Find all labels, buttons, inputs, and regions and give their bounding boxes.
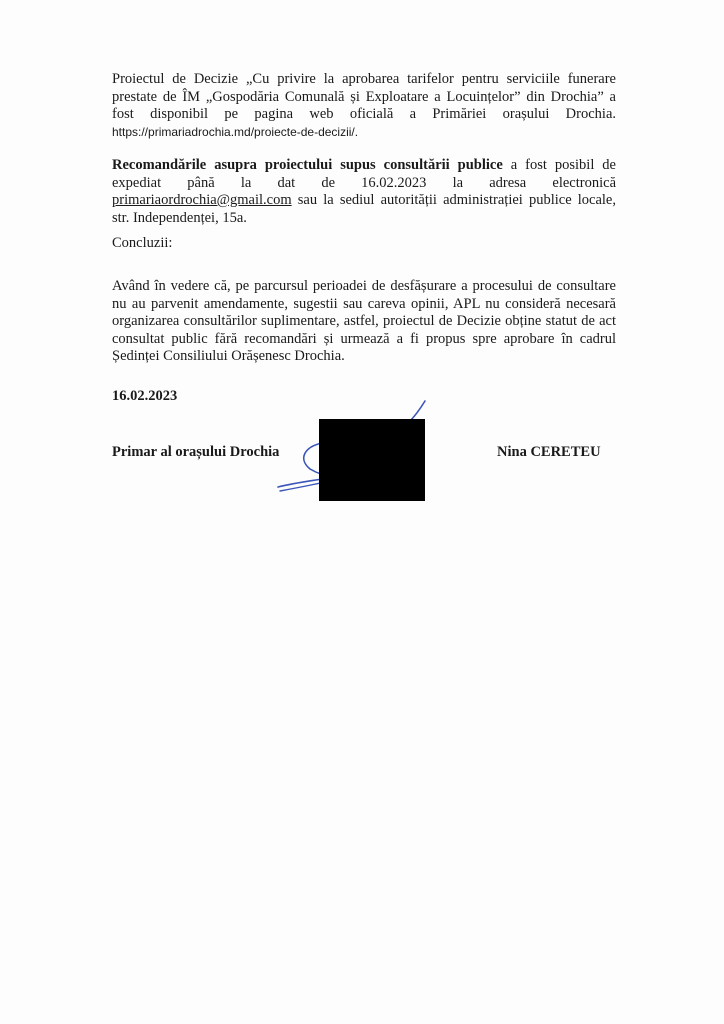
conclusions-heading: Concluzii: (112, 235, 173, 251)
signatory-title: Primar al orașului Drochia (112, 444, 280, 460)
signatory-name: Nina CERETEU (497, 444, 601, 460)
project-url: https://primariadrochia.md/proiecte-de-decizii/. (112, 124, 359, 139)
paragraph-project-availability (112, 71, 616, 141)
redaction-box (319, 419, 425, 501)
paragraph-conclusions: Având în vedere că, pe parcursul perioadei de desfășurare a procesului de consultare nu au parvenit amendamente, sugestii sau careva opinii, APL nu consideră necesară organizarea consultărilor suplimentare, astfel, proiectul de Decizie obține statut de act consultat public fără recomandări și urmează a fi propus spre aprobare în cadrul Ședinței Consiliului Orășenesc Drochia. (112, 278, 616, 364)
recommendations-text: a fost posibil de expediat până la dat de 16.02.2023 la adresa electronică (112, 157, 616, 191)
recommendations-address: sau la sediul autorității administrației publice locale, str. Independenței, 15a. (112, 192, 616, 226)
paragraph-project-text: Proiectul de Decizie „Cu privire la aprobarea tarifelor pentru serviciile funerare prestate de ÎM „Gospodăria Comunală și Exploatare a Locuințelor” din Drochia” a fost disponibil pe pagina web oficială a Primăriei orașului Drochia. (112, 71, 616, 122)
contact-email: primariaordrochia@gmail.com (112, 192, 292, 208)
paragraph-recommendations (112, 157, 616, 227)
document-date: 16.02.2023 (112, 388, 178, 404)
recommendations-lead: Recomandările asupra proiectului supus consultării publice (112, 157, 503, 173)
